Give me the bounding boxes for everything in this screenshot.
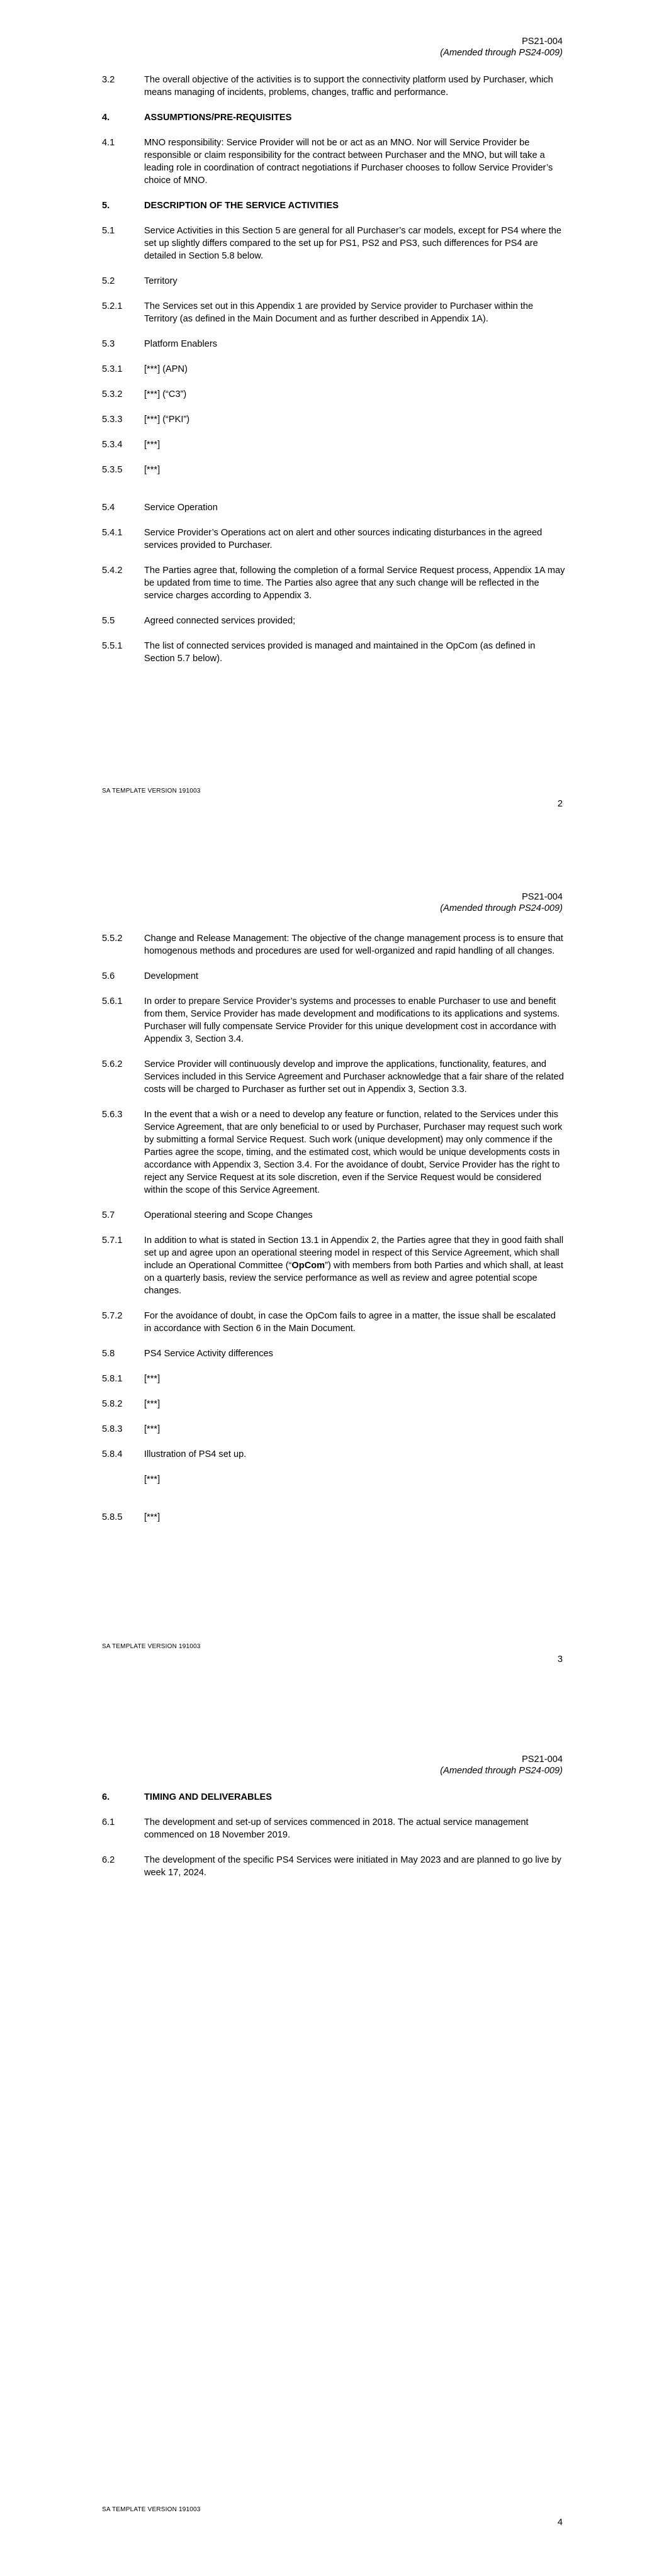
document-page-2 [0, 0, 664, 856]
paragraph-5-8-5: 5.8.5 [***] [102, 1512, 160, 1522]
paragraph-5-2-1: 5.2.1 The Services set out in this Appendix 1 are provided by Service provider to Purchaser within the Territory (as defined in the Main Document and as further described in Appendix 1A). [102, 301, 534, 324]
paragraph-5-4-2: 5.4.2 The Parties agree that, following the completion of a formal Service Request process, Appendix 1A may be updated from time to time. The Parties also agree that any such change will be reflected in the service charges according to Appendix 3. [102, 566, 565, 601]
paragraph-5-7-1: 5.7.1 In addition to what is stated in Section 13.1 in Appendix 2, the Parties agree that they in good faith shall set up and agree upon an operational steering model in respect of this Service Agreement, which shall include an Operational Committee (“OpCom”) with members from both Parties and which shall, at least on a quarterly basis, review the service performance as well as review and agree potential scope changes. [102, 1235, 564, 1296]
section-heading-6: 6. TIMING AND DELIVERABLES [102, 1792, 272, 1802]
paragraph-3-2: 3.2 The overall objective of the activities is to support the connectivity platform used by Purchaser, which means managing of incidents, problems, changes, traffic and performance. [102, 75, 553, 98]
page-number: 4 [557, 2517, 563, 2528]
paragraph-5-3-3: 5.3.3 [***] (“PKI”) [102, 415, 190, 425]
section-heading-5: 5. DESCRIPTION OF THE SERVICE ACTIVITIES [102, 201, 339, 211]
page-header [440, 36, 563, 59]
redacted-illustration: [***] [144, 1475, 160, 1485]
paragraph-5-6-2: 5.6.2 Service Provider will continuously develop and improve the applications, functionality, features, and Services included in this Service Agreement and Purchaser acknowledge that a fair share of the related costs will be charged to Purchaser as further set out in Appendix 3, Section 3.3. [102, 1059, 564, 1095]
opcom-defined-term: OpCom [291, 1261, 325, 1271]
subheading-5-7: 5.7 Operational steering and Scope Changes [102, 1210, 313, 1220]
header-doc-code: PS21-004 [522, 36, 563, 47]
paragraph-5-4-1: 5.4.1 Service Provider’s Operations act on alert and other sources indicating disturbances in the agreed services provided to Purchaser. [102, 528, 543, 550]
header-amended-note: (Amended through PS24-009) [440, 903, 563, 913]
paragraph-5-8-2: 5.8.2 [***] [102, 1399, 160, 1409]
paragraph-5-3-2: 5.3.2 [***] (“C3”) [102, 389, 187, 399]
subheading-5-6: 5.6 Development [102, 971, 198, 981]
page-body [102, 1791, 565, 1892]
paragraph-5-5-2: 5.5.2 Change and Release Management: The objective of the change management process is to ensure that homogenous methods and procedures are used for well-organized and rapid handling of all changes. [102, 934, 563, 956]
subheading-5-8: 5.8 PS4 Service Activity differences [102, 1349, 273, 1359]
paragraph-6-2: 6.2 The development of the specific PS4 Services were initiated in May 2023 and are planned to go live by week 17, 2024. [102, 1855, 561, 1878]
page-header [440, 1754, 563, 1776]
page-number: 2 [557, 799, 563, 809]
paragraph-5-3-5: 5.3.5 [***] [102, 465, 160, 475]
footer-template-version: SA TEMPLATE VERSION 191003 [102, 1643, 201, 1650]
subheading-5-4: 5.4 Service Operation [102, 503, 218, 513]
document-page-3 [0, 856, 664, 1711]
page-body [102, 932, 565, 1536]
paragraph-5-3-4: 5.3.4 [***] [102, 440, 160, 450]
paragraph-5-7-2: 5.7.2 For the avoidance of doubt, in case the OpCom fails to agree in a matter, the issue shall be escalated in accordance with Section 6 in the Main Document. [102, 1311, 556, 1334]
paragraph-5-1: 5.1 Service Activities in this Section 5 are general for all Purchaser’s car models, except for PS4 where the set up slightly differs compared to the set up for PS1, PS2 and PS3, such differences for PS4 are detailed in Section 5.8 below. [102, 226, 561, 261]
subheading-5-2: 5.2 Territory [102, 276, 177, 286]
section-heading-4: 4. ASSUMPTIONS/PRE-REQUISITES [102, 113, 292, 123]
paragraph-5-8-4: 5.8.4 Illustration of PS4 set up. [102, 1449, 247, 1459]
header-amended-note: (Amended through PS24-009) [440, 48, 563, 58]
header-doc-code: PS21-004 [522, 1754, 563, 1765]
paragraph-5-6-3: 5.6.3 In the event that a wish or a need to develop any feature or function, related to the Services under this Service Agreement, that are only beneficial to or used by Purchaser, Purchaser may request such work by submitting a formal Service Request. Such work (unique development) may only commence if the Parties agree the scope, timing, and the estimated cost, which would be unique developments costs in accordance with Appendix 3, Section 3.4. For the avoidance of doubt, Service Provider has the right to reject any Service Request at its sole discretion, even if the Service Request would be considered within the scope of this Service Agreement. [102, 1110, 563, 1195]
document-page-4 [0, 1711, 664, 2576]
paragraph-5-8-3: 5.8.3 [***] [102, 1424, 160, 1434]
footer-template-version: SA TEMPLATE VERSION 191003 [102, 2506, 201, 2513]
paragraph-5-8-1: 5.8.1 [***] [102, 1374, 160, 1384]
footer-template-version: SA TEMPLATE VERSION 191003 [102, 788, 201, 795]
page-number: 3 [557, 1654, 563, 1664]
paragraph-5-6-1: 5.6.1 In order to prepare Service Provider’s systems and processes to enable Purchaser to use and benefit from them, Service Provider has made development and modifications to its applications and systems. Purchaser will fully compensate Service Provider for this unique development cost in accordance with Appendix 3, Section 3.4. [102, 996, 560, 1044]
header-doc-code: PS21-004 [522, 892, 563, 902]
paragraph-5-5-1: 5.5.1 The list of connected services provided is managed and maintained in the OpCom (as defined in Section 5.7 below). [102, 641, 536, 664]
header-amended-note: (Amended through PS24-009) [440, 1766, 563, 1776]
subheading-5-3: 5.3 Platform Enablers [102, 339, 217, 349]
paragraph-6-1: 6.1 The development and set-up of services commenced in 2018. The actual service management commenced on 18 November 2019. [102, 1817, 529, 1840]
paragraph-5-3-1: 5.3.1 [***] (APN) [102, 364, 188, 374]
subheading-5-5: 5.5 Agreed connected services provided; [102, 616, 296, 626]
page-body [102, 74, 565, 677]
page-header [440, 891, 563, 914]
paragraph-4-1: 4.1 MNO responsibility: Service Provider will not be or act as an MNO. Nor will Service Provider be responsible or claim responsibility for the contract between Purchaser and the MNO, but will take a leading role in coordination of contract negotiations if Purchaser chooses to follow Service Provider’s choice of MNO. [102, 138, 553, 186]
